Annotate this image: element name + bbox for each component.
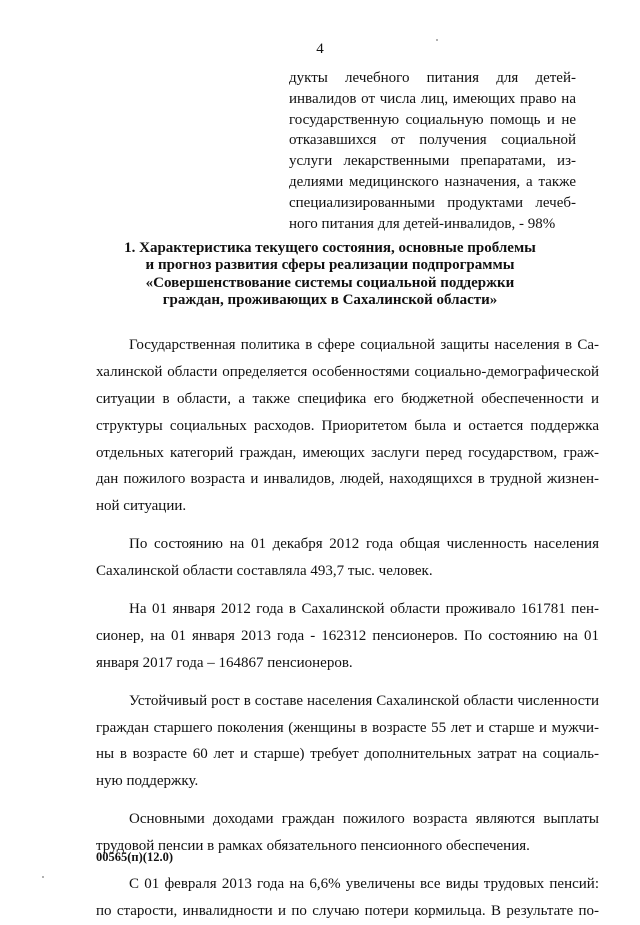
text-line: Устойчивый рост в составе населения Сахалинской области численности [129,692,599,709]
text-line: отдельных категорий граждан, имеющих заслуги перед государством, граж- [96,444,599,461]
paragraph [96,596,599,677]
paragraph [96,531,599,585]
text-line: На 01 января 2012 года в Сахалинской области проживало 161781 пен- [129,601,599,618]
document-code: 00565(п)(12.0) [96,850,173,864]
text-line: государственную социальную помощь и не [289,111,576,128]
text-line: ную поддержку. [96,773,199,790]
text-line: По состоянию на 01 декабря 2012 года общая численность населения [129,536,599,553]
top-text-block [289,68,576,234]
text-line: специализированными продуктами лечеб- [289,194,576,211]
text-line: Сахалинской области составляла 493,7 тыс. человек. [96,563,433,580]
text-line: инвалидов от числа лиц, имеющих право на [289,90,576,107]
paragraph [96,871,599,925]
title-line: «Совершенствование системы социальной поддержки [145,274,515,291]
text-line: ного питания для детей-инвалидов, - 98% [289,215,556,232]
title-line: и прогноз развития сферы реализации подпрограммы [145,257,515,274]
paragraph [96,688,599,796]
text-line: С 01 февраля 2013 года на 6,6% увеличены все виды трудовых пенсий: [129,876,599,893]
text-line: января 2017 года – 164867 пенсионеров. [96,654,353,671]
scan-speck [42,876,44,878]
text-line: дукты лечебного питания для детей- [289,70,576,86]
paragraph [96,332,599,520]
text-line: халинской области определяется особенностями социально-демографической [96,363,599,380]
text-line: Основными доходами граждан пожилого возраста являются выплаты [129,811,599,828]
text-line: делиями медицинского назначения, а также [289,173,576,190]
text-line: отказавшихся от получения социальной [289,132,576,149]
section-title [110,240,550,310]
scan-speck [436,39,438,41]
text-line: ной ситуации. [96,498,187,515]
page-number: 4 [316,41,324,57]
text-line: Государственная политика в сфере социальной защиты населения в Са- [129,337,599,353]
text-line: ситуации в области, а также специфика его бюджетной обеспеченности и [96,390,599,407]
title-line: 1. Характеристика текущего состояния, основные проблемы [124,240,536,256]
text-line: структуры социальных расходов. Приоритетом была и остается поддержка [96,417,599,434]
text-line: услуги лекарственными препаратами, из- [289,153,576,170]
text-line: трудовой пенсии в рамках обязательного пенсионного обеспечения. [96,838,530,855]
text-line: сионер, на 01 января 2013 года - 162312 пенсионеров. По состоянию на 01 [96,627,599,644]
body-text [96,332,599,925]
text-line: дан пожилого возраста и инвалидов, людей, находящихся в трудной жизнен- [96,471,599,488]
text-line: по старости, инвалидности и по случаю потери кормильца. В результате по- [96,902,599,919]
text-line: ны в возрасте 60 лет и старше) требует дополнительных затрат на социаль- [96,746,599,763]
text-line: граждан старшего поколения (женщины в возрасте 55 лет и старше и мужчи- [96,719,599,736]
title-line: граждан, проживающих в Сахалинской области» [162,292,498,309]
